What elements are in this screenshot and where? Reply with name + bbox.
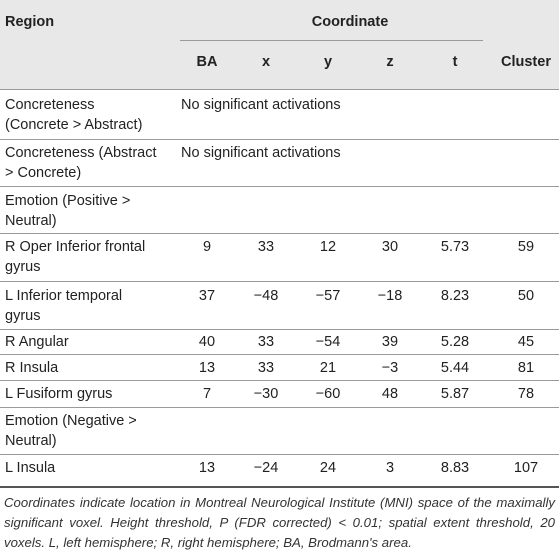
cell-z: 3: [385, 460, 395, 476]
row-region-line: L Fusiform gyrus: [5, 386, 113, 402]
row-divider: [0, 186, 559, 187]
table-bottom-rule: [0, 486, 559, 488]
row-region-line: Emotion (Negative >: [5, 413, 137, 429]
cell-ba: 40: [198, 334, 216, 350]
row-region-line: Concreteness (Abstract: [5, 145, 157, 161]
cell-cluster: 50: [517, 288, 535, 304]
header-t: t: [452, 54, 458, 70]
row-region-line: Neutral): [5, 433, 57, 449]
cell-ba: 37: [198, 288, 216, 304]
header-x: x: [261, 54, 271, 70]
coordinate-header-rule: [180, 40, 483, 41]
cell-t: 8.83: [440, 460, 470, 476]
cell-t: 5.87: [440, 386, 470, 402]
row-region-line: gyrus: [5, 259, 41, 275]
cell-x: −24: [253, 460, 279, 476]
cell-z: 39: [381, 334, 399, 350]
row-divider: [0, 281, 559, 282]
cell-y: −60: [315, 386, 341, 402]
cell-x: 33: [257, 334, 275, 350]
cell-cluster: 81: [517, 360, 535, 376]
row-region-line: R Oper Inferior frontal: [5, 239, 146, 255]
row-divider: [0, 329, 559, 330]
cell-t: 8.23: [440, 288, 470, 304]
cell-y: 24: [319, 460, 337, 476]
cell-ba: 7: [202, 386, 212, 402]
cell-y: −57: [315, 288, 341, 304]
row-region-line: Neutral): [5, 213, 57, 229]
row-region-line: (Concrete > Abstract): [5, 117, 143, 133]
cell-z: −3: [381, 360, 399, 376]
header-z: z: [386, 54, 394, 70]
row-divider: [0, 139, 559, 140]
cell-cluster: 45: [517, 334, 535, 350]
cell-ba: 13: [198, 460, 216, 476]
table-footnote: Coordinates indicate location in Montreal Neurological Institute (MNI) space of the maximally significant voxel. Height threshold, P (FDR corrected) < 0.01; spatial extent threshold, 20 voxels. L, left hemisphere; R, right hemisphere; BA, Brodmann's area.: [4, 495, 555, 550]
cell-x: −48: [253, 288, 279, 304]
cell-x: −30: [253, 386, 279, 402]
cell-ba: 9: [202, 239, 212, 255]
cell-cluster: 59: [517, 239, 535, 255]
cell-z: −18: [377, 288, 403, 304]
row-note: No significant activations: [181, 145, 341, 161]
cell-y: 12: [319, 239, 337, 255]
cell-ba: 13: [198, 360, 216, 376]
header-y: y: [323, 54, 333, 70]
cell-cluster: 107: [513, 460, 539, 476]
cell-t: 5.44: [440, 360, 470, 376]
header-region: Region: [5, 14, 55, 30]
row-divider: [0, 233, 559, 234]
cell-x: 33: [257, 239, 275, 255]
header-cluster: Cluster: [501, 54, 551, 70]
row-region-line: gyrus: [5, 308, 41, 324]
cell-y: −54: [315, 334, 341, 350]
row-region-line: Emotion (Positive >: [5, 193, 131, 209]
row-region-line: L Insula: [5, 460, 56, 476]
row-region-line: > Concrete): [5, 165, 82, 181]
row-divider: [0, 380, 559, 381]
row-divider: [0, 407, 559, 408]
cell-x: 33: [257, 360, 275, 376]
row-region-line: R Insula: [5, 360, 59, 376]
cell-y: 21: [319, 360, 337, 376]
header-coordinate: Coordinate: [311, 14, 389, 30]
cell-t: 5.28: [440, 334, 470, 350]
row-divider: [0, 354, 559, 355]
cell-cluster: 78: [517, 386, 535, 402]
row-region-line: R Angular: [5, 334, 69, 350]
cell-z: 48: [381, 386, 399, 402]
row-region-line: Concreteness: [5, 97, 95, 113]
row-divider: [0, 454, 559, 455]
row-region-line: L Inferior temporal: [5, 288, 123, 304]
header-ba: BA: [196, 54, 218, 70]
table-header-background: [0, 0, 559, 89]
row-note: No significant activations: [181, 97, 341, 113]
cell-t: 5.73: [440, 239, 470, 255]
header-bottom-rule: [0, 89, 559, 90]
cell-z: 30: [381, 239, 399, 255]
